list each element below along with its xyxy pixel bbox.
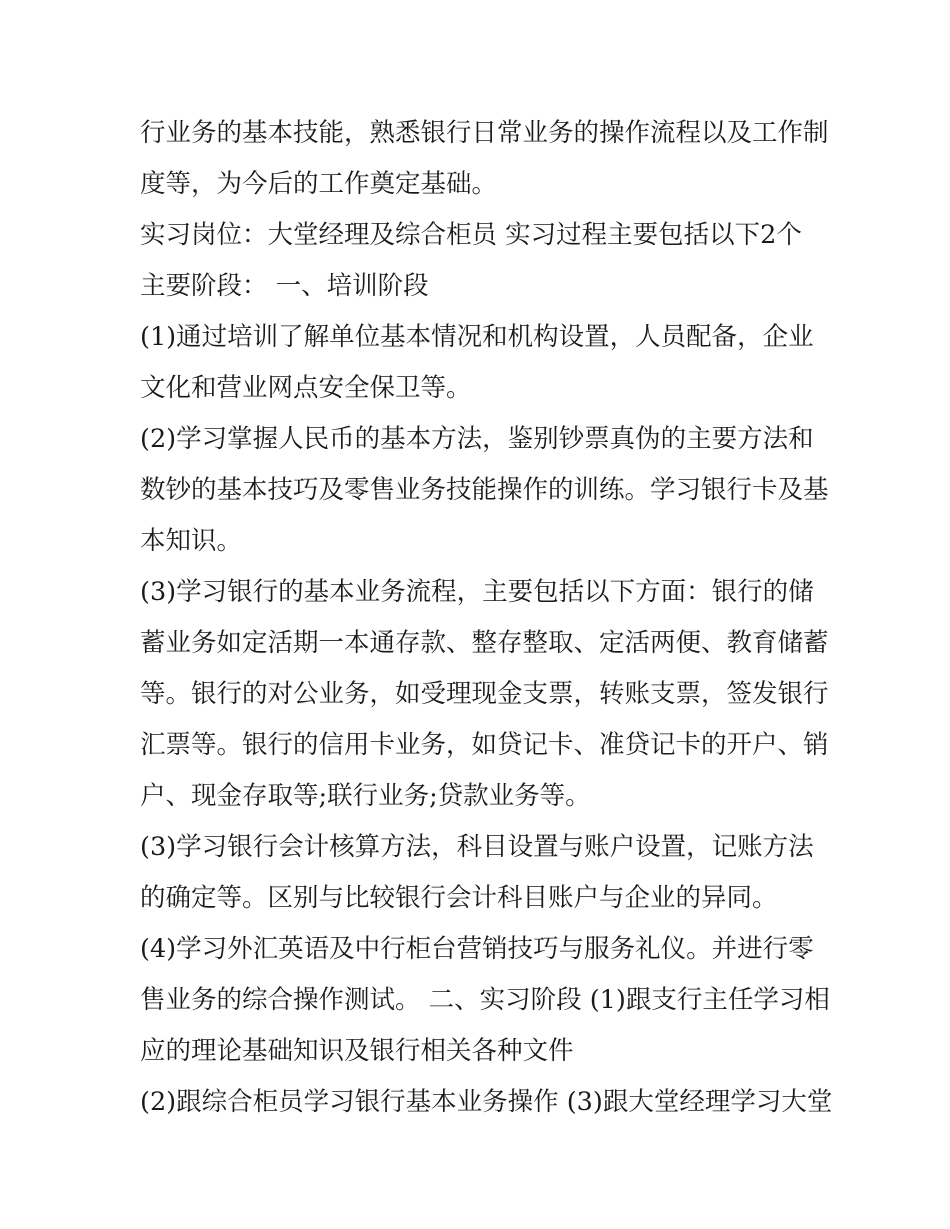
text-line: 的确定等。区别与比较银行会计科目账户与企业的异同。 [140,883,778,913]
text-line: 汇票等。银行的信用卡业务，如贷记卡、准贷记卡的开户、销 [140,730,829,760]
text-line: 蓄业务如定活期一本通存款、整存整取、定活两便、教育储蓄 [140,628,829,658]
text-line: (2)跟综合柜员学习银行基本业务操作 (3)跟大堂经理学习大堂 [140,1087,833,1117]
text-line: 实习岗位：大堂经理及综合柜员 实习过程主要包括以下2个 [140,220,802,250]
text-line: (2)学习掌握人民币的基本方法，鉴别钞票真伪的主要方法和 [140,424,814,454]
text-line: (4)学习外汇英语及中行柜台营销技巧与服务礼仪。并进行零 [140,934,814,964]
text-line: 应的理论基础知识及银行相关各种文件 [140,1036,574,1066]
text-line: 数钞的基本技巧及零售业务技能操作的训练。学习银行卡及基 [140,475,829,505]
text-line: 等。银行的对公业务，如受理现金支票，转账支票，签发银行 [140,679,829,709]
text-line: (1)通过培训了解单位基本情况和机构设置，人员配备，企业 [140,322,814,352]
document-body [140,108,833,1128]
text-line: 行业务的基本技能，熟悉银行日常业务的操作流程以及工作制 [140,118,829,148]
text-line: 售业务的综合操作测试。 二、实习阶段 (1)跟支行主任学习相 [140,985,830,1015]
text-line: 度等，为今后的工作奠定基础。 [140,169,498,199]
text-line: (3)学习银行的基本业务流程，主要包括以下方面：银行的储 [140,577,814,607]
text-line: 户、现金存取等;联行业务;贷款业务等。 [140,781,591,811]
text-line: 文化和营业网点安全保卫等。 [140,373,472,403]
text-line: (3)学习银行会计核算方法，科目设置与账户设置，记账方法 [140,832,814,862]
text-line: 主要阶段： 一、培训阶段 [140,271,429,301]
text-line: 本知识。 [140,526,243,556]
